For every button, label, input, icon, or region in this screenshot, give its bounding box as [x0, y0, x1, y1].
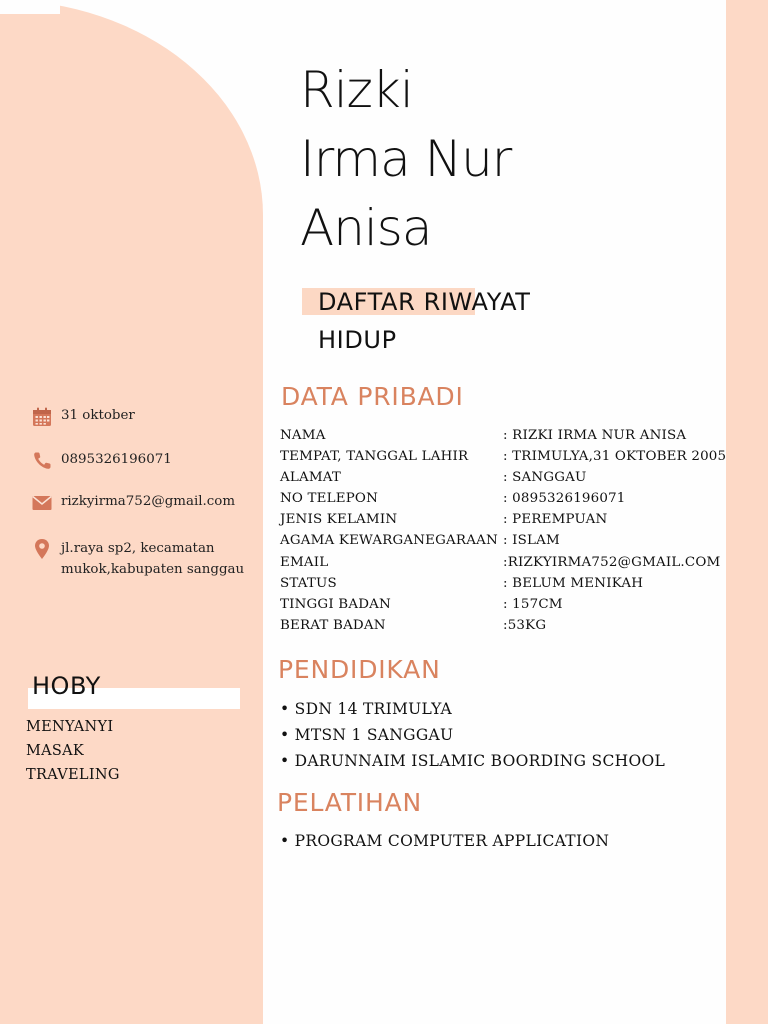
data-row — [280, 488, 740, 509]
pendidikan-item: • MTSN 1 SANGGAU — [280, 722, 665, 748]
pelatihan-title: PELATIHAN — [277, 788, 422, 817]
pelatihan-list — [280, 828, 609, 854]
data-pribadi-title: DATA PRIBADI — [281, 382, 464, 411]
data-value: : SANGGAU — [503, 470, 587, 486]
data-label: ALAMAT — [280, 470, 342, 486]
phone-text: 0895326196071 — [61, 452, 172, 467]
data-label: JENIS KELAMIN — [280, 512, 398, 528]
data-row — [280, 425, 740, 446]
data-label: NO TELEPON — [280, 491, 379, 507]
pelatihan-item: • PROGRAM COMPUTER APPLICATION — [280, 828, 609, 854]
calendar-icon — [31, 406, 53, 428]
birth-text: 31 oktober — [61, 408, 135, 423]
data-value: : 157CM — [503, 596, 563, 612]
data-value: : RIZKI IRMA NUR ANISA — [503, 428, 687, 443]
location-pin-icon — [31, 538, 53, 560]
hoby-item: TRAVELING — [26, 767, 120, 783]
data-row — [280, 573, 740, 594]
pendidikan-item: • DARUNNAIM ISLAMIC BOORDING SCHOOL — [280, 748, 665, 774]
email-text: rizkyirma752@gmail.com — [61, 494, 236, 509]
data-row — [280, 594, 740, 615]
data-value: : 0895326196071 — [503, 491, 626, 507]
data-value: : PEREMPUAN — [503, 512, 608, 528]
pendidikan-list — [280, 696, 665, 774]
mail-icon — [31, 492, 53, 514]
address-text: jl.raya sp2, kecamatan mukok,kabupaten sanggau — [61, 541, 245, 577]
data-value: :53KG — [503, 617, 547, 633]
contact-phone — [31, 450, 256, 472]
name-line-2: Irma Nur — [300, 130, 512, 188]
hoby-list — [26, 715, 120, 787]
hoby-item: MASAK — [26, 743, 85, 759]
hoby-item: MENYANYI — [26, 719, 114, 735]
data-row — [280, 615, 740, 636]
pendidikan-title: PENDIDIKAN — [278, 655, 441, 684]
data-row — [280, 530, 740, 551]
corner-decoration — [0, 0, 60, 14]
data-label: STATUS — [280, 575, 337, 591]
hoby-title: HOBY — [32, 672, 101, 700]
name-line-3: Anisa — [300, 199, 432, 257]
contact-birth — [31, 406, 256, 428]
data-label: NAMA — [280, 428, 326, 443]
data-value: : ISLAM — [503, 533, 560, 549]
data-label: EMAIL — [280, 554, 329, 570]
data-row — [280, 509, 740, 530]
data-label: TEMPAT, TANGGAL LAHIR — [280, 449, 469, 465]
data-pribadi-table — [280, 425, 740, 636]
data-label: AGAMA KEWARGANEGARAAN — [280, 533, 498, 549]
data-row — [280, 446, 740, 467]
phone-icon — [31, 450, 53, 472]
pendidikan-item: • SDN 14 TRIMULYA — [280, 696, 665, 722]
data-value: : TRIMULYA,31 OKTOBER 2005 — [503, 449, 727, 465]
data-label: BERAT BADAN — [280, 617, 386, 633]
data-row — [280, 467, 740, 488]
document-subtitle: DAFTAR RIWAYAT HIDUP — [318, 288, 531, 354]
data-value: :RIZKYIRMA752@GMAIL.COM — [503, 554, 721, 570]
name-line-1: Rizki — [300, 61, 413, 119]
data-value: : BELUM MENIKAH — [503, 575, 644, 591]
data-label: TINGGI BADAN — [280, 596, 391, 612]
contact-email — [31, 492, 256, 514]
person-name — [300, 56, 511, 263]
contact-address — [31, 538, 256, 580]
data-row — [280, 552, 740, 573]
